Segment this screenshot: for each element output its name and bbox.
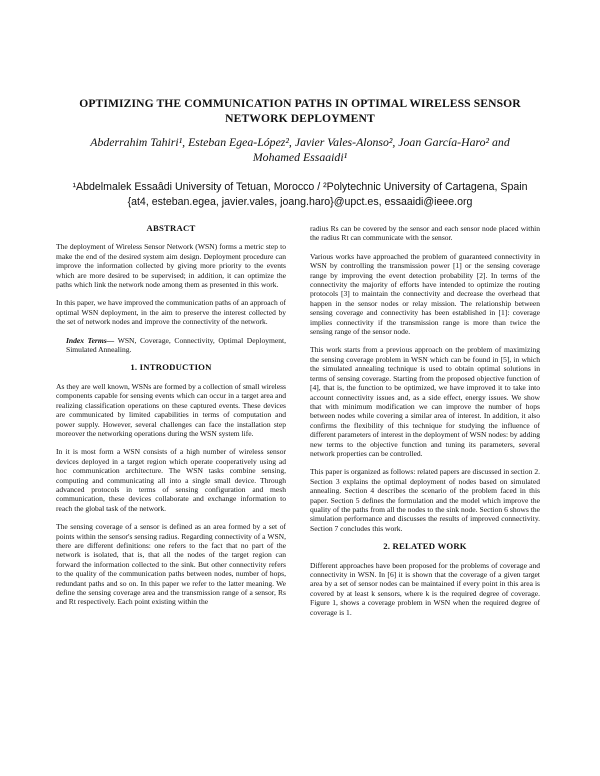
index-terms-label: Index Terms— — [66, 335, 115, 345]
author-list — [70, 135, 530, 165]
related-work-heading: 2. RELATED WORK — [383, 541, 467, 552]
introduction-heading: 1. INTRODUCTION — [130, 362, 212, 373]
intro-paragraph-4: Various works have approached the problem of guaranteed connectivity in WSN by controlling the transmission power [1] or the sensing coverage range by improving the event detection probability [2]. In terms of the connectivity the majority of efforts have intended to optimize the routing protocols [3] to maintain the connectivity and decrease the overhead that happen in the sensor nodes or relay mission. The relationship between sensing coverage and connectivity has been established in [1]: coverage implies connectivity if the transmission range is more than twice the sensing range of the sensor node. — [310, 251, 540, 337]
author-line-2: Mohamed Essaaidi¹ — [252, 150, 348, 164]
intro-paragraph-2: In it is most form a WSN consists of a high number of wireless sensor devices deployed in a target region which operate cooperatively using ad hoc communication architecture. The WSN tasks combine sensing, computing and communicating all into a single small device. Through advanced protocols in terms of sensing configuration and mesh communication, these devices collaborate and exchange information to reach the global task of the network. — [56, 447, 286, 513]
abstract-heading: ABSTRACT — [146, 223, 196, 233]
right-column — [310, 224, 540, 626]
abstract-paragraph-1: The deployment of Wireless Sensor Network (WSN) forms a metric step to make the end of the desired system aim design. Deployment procedure can improve the information collected by giving more priority to the events which are more desired to be supervised; in addition, it can optimize the paths which link the network node among them as presented in this work. — [56, 242, 286, 290]
affiliation-emails: {at4, esteban.egea, javier.vales, joang.haro}@upct.es, essaaidi@ieee.org — [127, 196, 473, 208]
index-terms — [56, 336, 286, 355]
paper-title: OPTIMIZING THE COMMUNICATION PATHS IN OPTIMAL WIRELESS SENSOR NETWORK DEPLOYMENT — [79, 97, 521, 125]
intro-paragraph-6: This paper is organized as follows: related papers are discussed in section 2. Section 3 explains the optimal deployment of nodes based on simulated annealing. Section 4 describes the scenario of the problem faced in this paper. Section 5 defines the formulation and the model which improve the quality of the paths from all the nodes to the sink node. Section 6 shows the simulation performance and discusses the results of improved connectivity. Section 7 concludes this work. — [310, 467, 540, 533]
index-terms-list: WSN, Coverage, Connectivity, Optimal Deployment, Simulated Annealing. — [66, 335, 286, 355]
intro-continued-paragraph: radius Rs can be covered by the sensor and each sensor node placed within the radius Rt can communicate with the sensor. — [310, 224, 540, 243]
intro-paragraph-1: As they are well known, WSNs are formed by a collection of small wireless components capable for sensing events which can occur in a target area and realizing classification operations on these captured events. These devices are communicated by limited capabilities in terms of computation and power supply. However, several challenges can face the installation step moreover the networking operations during the WSN system life. — [56, 381, 286, 438]
intro-paragraph-5: This work starts from a previous approach on the problem of maximizing the sensing coverage problem in WSN which can be found in [5], in which the simulated annealing technique is used to obtain optimal solutions in terms of sensing coverage. Starting from the proposed objective function of [4], that is, the function to be optimized, we have improved it to take into account connectivity issues and, as a side effect, energy issues. We show that with minimum modification we can improve the number of hops between nodes while covering a similar area of interest. In addition, it also confirms the flexibility of this technique for studying the influence of different parameters of interest in the deployment of WSN nodes: by adding new terms to the objective function and tuning its parameters, several network properties can be controlled. — [310, 345, 540, 458]
author-line-1: Abderrahim Tahiri¹, Esteban Egea-López², Javier Vales-Alonso², Joan García-Haro² and — [90, 135, 510, 149]
affiliations — [40, 180, 560, 210]
related-work-paragraph-1: Different approaches have been proposed for the problems of coverage and connectivity in WSN. In [6] it is shown that the coverage of a given target area by a set of sensor nodes can be maintained if every point in this area is covered by at least k sensors, where k is the required degree of coverage. Figure 1, shows a coverage problem in WSN when the required degree of coverage is 1. — [310, 560, 540, 617]
abstract-paragraph-2: In this paper, we have improved the communication paths of an approach of optimal WSN deployment, in the aim to preserve the interest collected by the set of network nodes and improve the connectivity of the network. — [56, 298, 286, 327]
left-column — [56, 224, 286, 616]
affiliation-line-1: ¹Abdelmalek Essaâdi University of Tetuan, Morocco / ²Polytechnic University of Cartagena, Spain — [72, 181, 528, 193]
intro-paragraph-3: The sensing coverage of a sensor is defined as an area formed by a set of points within the sensor's sensing radius. Regarding connectivity of a WSN, there are different definitions: one refers to the fact that no part of the network is isolated, that is, that all the nodes of the target region can forward the information collected to the sink. But other connectivity refers to the quality of the communication paths between nodes, number of hops, redundant paths and so on. In this paper we refer to the latter meaning. We define the sensing coverage area and the transmission range of a sensor, Rs and Rt respectively. Each point existing within the — [56, 522, 286, 607]
